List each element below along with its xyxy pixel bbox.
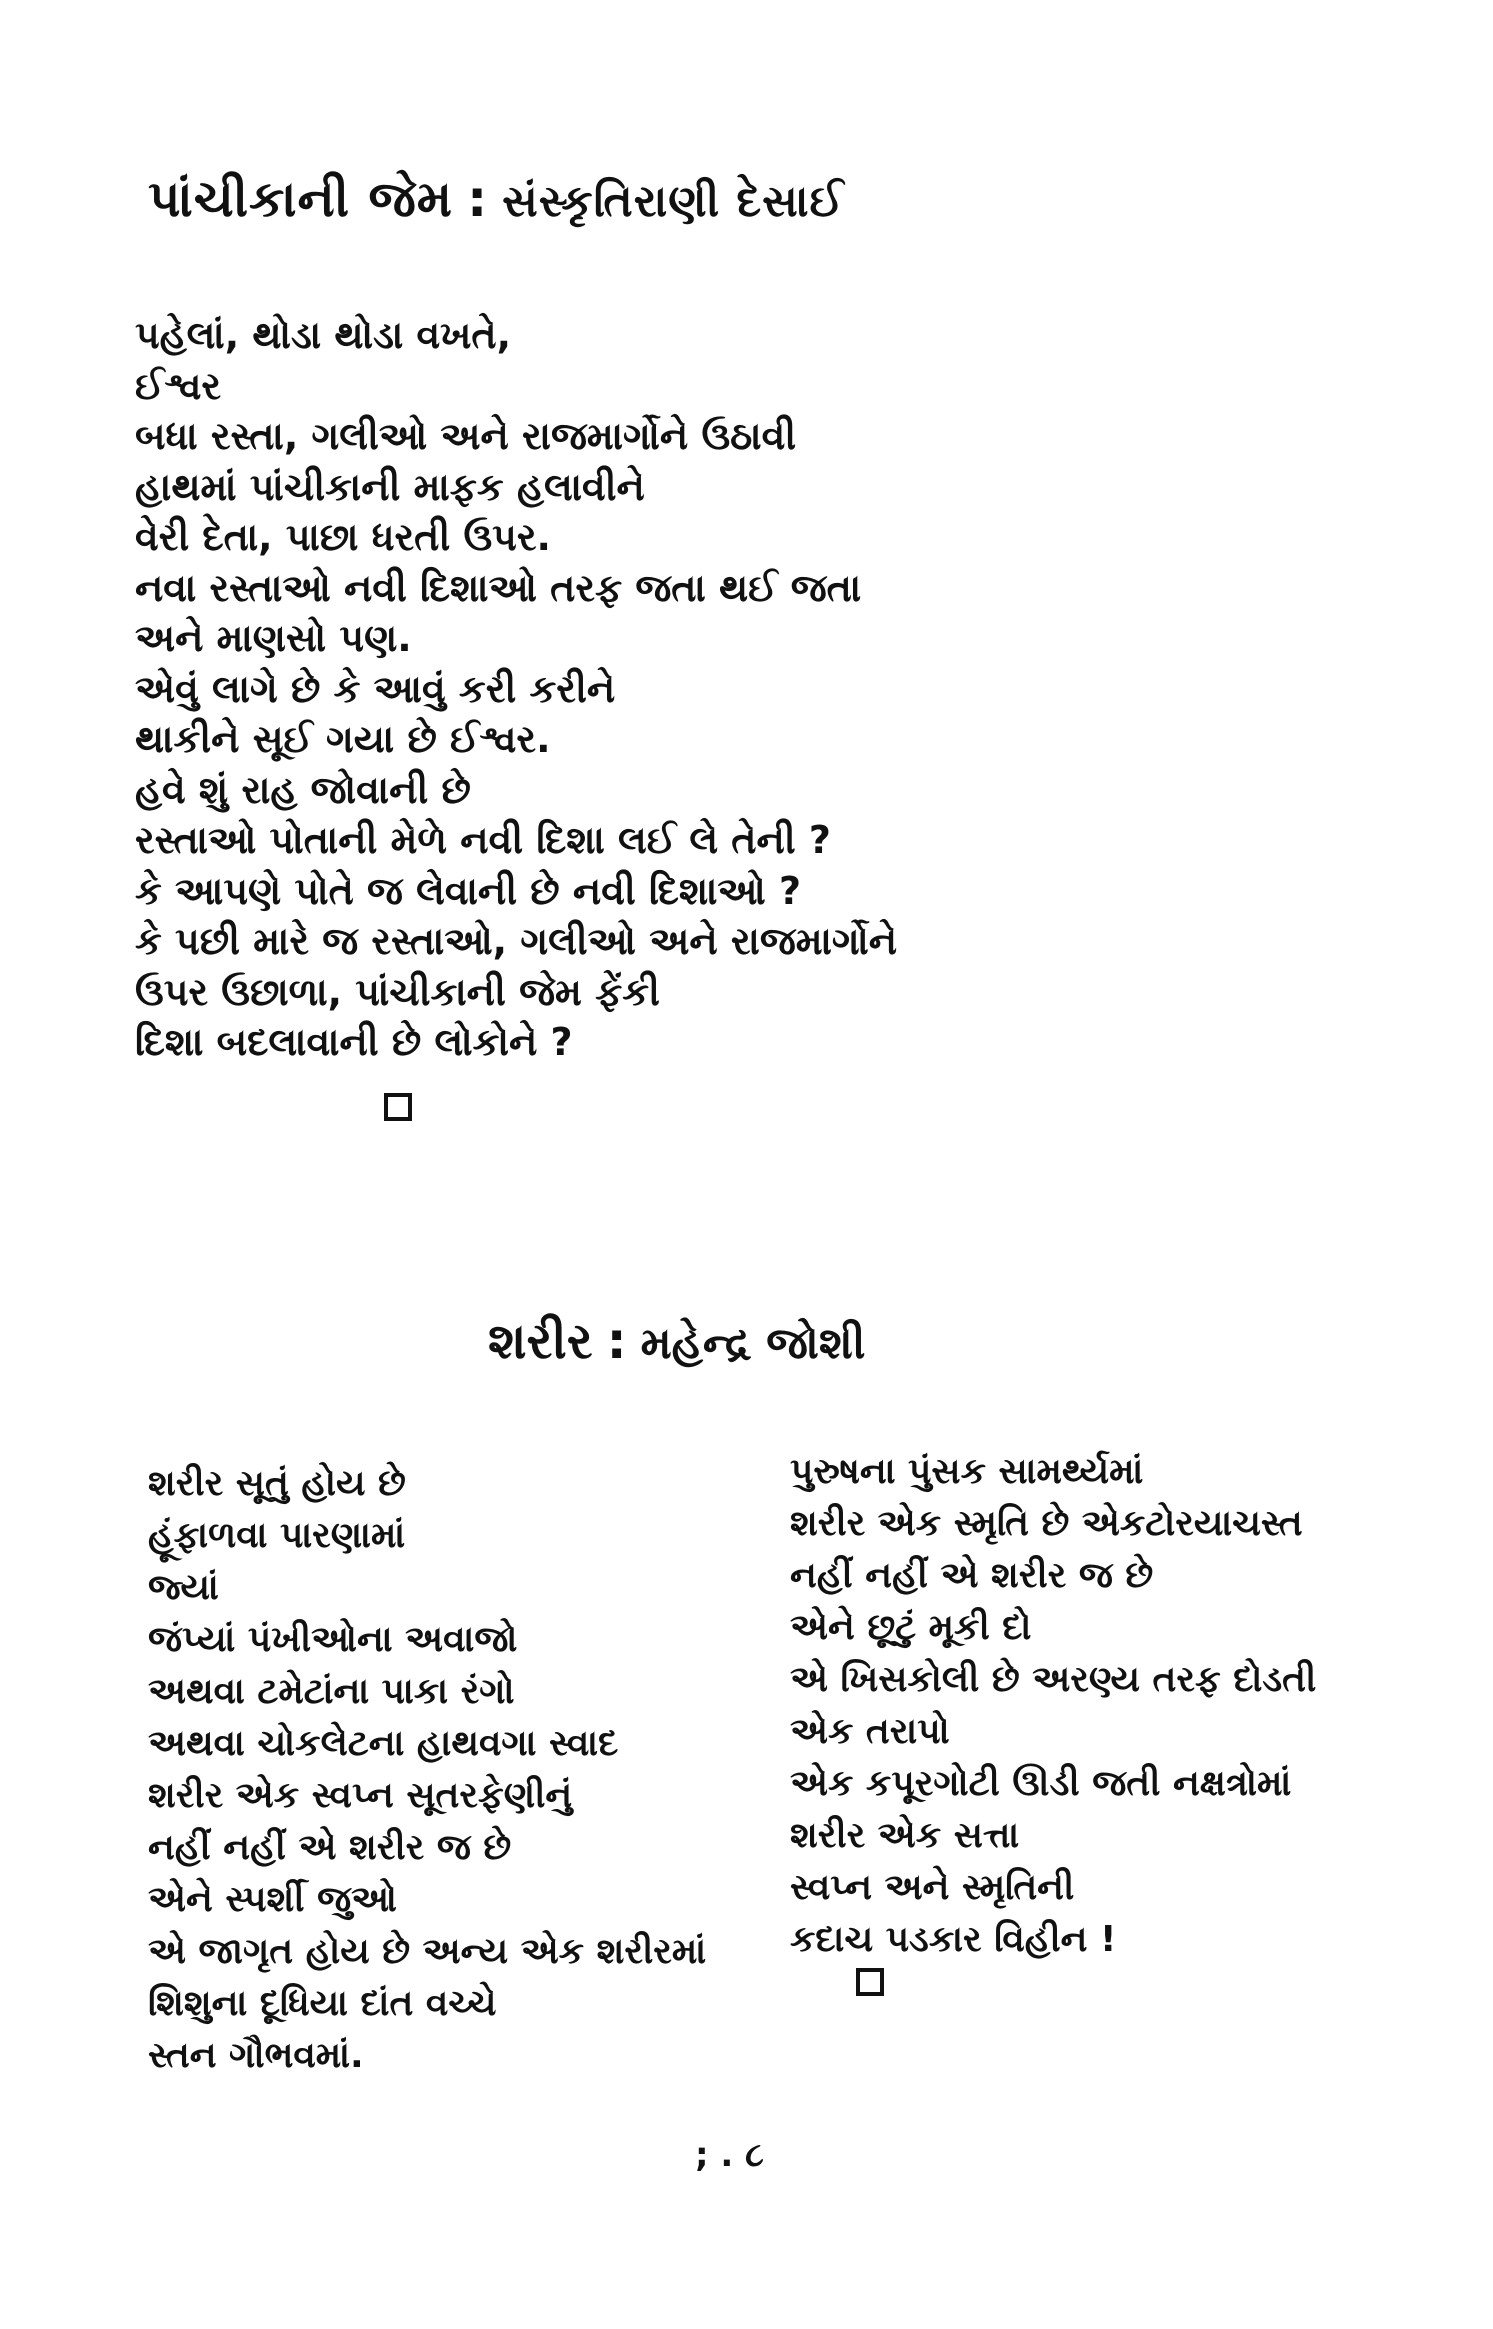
poem-line: અને માણસો પણ. bbox=[135, 616, 412, 660]
poem-line: નહીં નહીં એ શરીર જ છે bbox=[790, 1555, 1154, 1596]
poem1-title-text: પાંચીકાની જેમ bbox=[148, 170, 454, 228]
poem-line: જંપ્યાં પંખીઓના અવાજો bbox=[148, 1619, 518, 1660]
poem-line: અથવા ટમેટાંના પાકા રંગો bbox=[148, 1671, 515, 1712]
page-number: ; . ૮ bbox=[695, 2135, 764, 2175]
poem1-body bbox=[135, 310, 1035, 1068]
poem-line: શરીર એક સ્મૃતિ છે એકટોરયાચસ્ત bbox=[790, 1503, 1303, 1544]
poem-line: જ્યાં bbox=[148, 1567, 219, 1608]
poem1-author: સંસ્કૃતિરાણી દેસાઈ bbox=[502, 176, 845, 227]
poem2-left-column bbox=[148, 1458, 768, 2082]
poem-line: એને સ્પર્શી જુઓ bbox=[148, 1879, 397, 1920]
poem2-title-separator: : bbox=[606, 1312, 627, 1370]
poem-line: એવું લાગે છે કે આવું કરી કરીને bbox=[135, 666, 616, 711]
poem-line: હૂંફાળવા પારણામાં bbox=[148, 1515, 406, 1556]
poem-line: કદાચ પડકાર વિહીન ! bbox=[790, 1919, 1117, 1960]
poem-line: પુરુષના પુંસક સામર્થ્યમાં bbox=[790, 1451, 1144, 1492]
poem-line: અથવા ચોકલેટના હાથવગા સ્વાદ bbox=[148, 1723, 619, 1764]
poem-line: ઈશ્વર bbox=[135, 363, 222, 408]
poem-line: સ્વપ્ન અને સ્મૃતિની bbox=[790, 1867, 1075, 1908]
poem-line: પહેલાં, થોડા થોડા વખતે, bbox=[135, 313, 512, 357]
poem-line: એક કપૂરગોટી ઊડી જતી નક્ષત્રોમાં bbox=[790, 1763, 1292, 1804]
poem1-title bbox=[148, 170, 845, 229]
poem-line: શરીર એક સત્તા bbox=[790, 1815, 1020, 1856]
end-square-icon bbox=[384, 1093, 412, 1121]
poem-line: નવા રસ્તાઓ નવી દિશાઓ તરફ જતા થઈ જતા bbox=[135, 565, 862, 610]
end-square-icon bbox=[856, 1968, 884, 1996]
poem2-title-text: શરીર bbox=[488, 1312, 593, 1370]
poem-line: ઉપર ઉછાળા, પાંચીકાની જેમ ફેંકી bbox=[135, 969, 660, 1014]
poem-line: એક તરાપો bbox=[790, 1711, 950, 1752]
poem-line: દિશા બદલાવાની છે લોકોને ? bbox=[135, 1020, 573, 1064]
poem2-right-column bbox=[790, 1446, 1430, 1966]
poem-line: કે પછી મારે જ રસ્તાઓ, ગલીઓ અને રાજમાર્ગોને bbox=[135, 919, 898, 963]
poem-line: એ ખિસકોલી છે અરણ્ય તરફ દોડતી bbox=[790, 1659, 1317, 1700]
poem-line: સ્તન ગૌભવમાં. bbox=[148, 2035, 364, 2076]
poem-line: હાથમાં પાંચીકાની માફક હલાવીને bbox=[135, 464, 645, 509]
poem-line: હવે શું રાહ જોવાની છે bbox=[135, 767, 471, 812]
poem2-title bbox=[488, 1312, 865, 1371]
poem-line: કે આપણે પોતે જ લેવાની છે નવી દિશાઓ ? bbox=[135, 868, 802, 913]
poem-line: શરીર એક સ્વપ્ન સૂતરફેણીનું bbox=[148, 1775, 573, 1816]
poem-line: રસ્તાઓ પોતાની મેળે નવી દિશા લઈ લે તેની ? bbox=[135, 818, 831, 862]
poem-line: વેરી દેતા, પાછા ધરતી ઉપર. bbox=[135, 515, 551, 559]
poem-line: બધા રસ્તા, ગલીઓ અને રાજમાર્ગોને ઉઠાવી bbox=[135, 414, 797, 458]
poem-line: થાકીને સૂઈ ગયા છે ઈશ્વર. bbox=[135, 717, 551, 761]
poem-line: નહીં નહીં એ શરીર જ છે bbox=[148, 1827, 512, 1868]
poem-line: એને છૂટું મૂકી દો bbox=[790, 1607, 1032, 1648]
poem-line: શિશુના દૂધિયા દાંત વચ્ચે bbox=[148, 1983, 497, 2024]
poem-line: એ જાગૃત હોય છે અન્ય એક શરીરમાં bbox=[148, 1931, 707, 1972]
poem-line: શરીર સૂતું હોય છે bbox=[148, 1463, 406, 1504]
poem2-author: મહેન્દ્ર જોશી bbox=[640, 1318, 866, 1369]
poem1-title-separator: : bbox=[467, 170, 489, 228]
